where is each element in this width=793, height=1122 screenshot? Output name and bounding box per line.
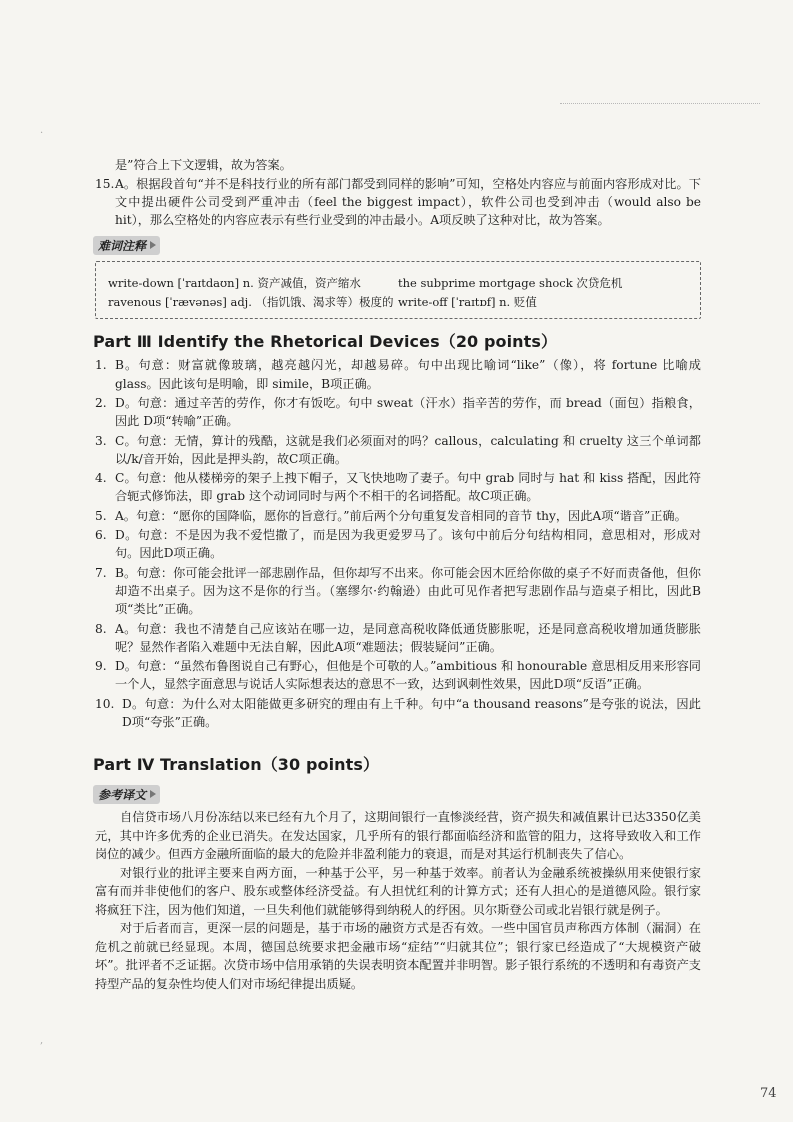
answer-item: [95, 469, 701, 506]
scan-artifact-line: [560, 103, 760, 104]
answer-item: [95, 620, 701, 657]
part4-heading: Part Ⅳ Translation（30 points）: [93, 755, 380, 775]
item-number: 10.: [95, 696, 115, 711]
page-number: 74: [760, 1086, 777, 1101]
vocab-entry: write-off [ˈraɪtɒf] n. 贬值: [398, 295, 537, 310]
item-text: C。句意：无情，算计的残酷，这就是我们必须面对的吗？callous，calculating 和 cruelty 这三个单词都以/k/音开始，因此是押头韵，故C项正确。: [115, 433, 701, 466]
page-content: [95, 156, 701, 993]
answer-item: [95, 432, 701, 469]
item-number: 6.: [95, 528, 107, 543]
vocab-entry: the subprime mortgage shock 次贷危机: [398, 276, 623, 291]
item-text: A。句意：“愿你的国降临，愿你的旨意行。”前后两个分句重复发音相同的音节 thy，因此A项“谐音”正确。: [115, 508, 687, 523]
item-number: 15.: [95, 176, 115, 191]
answer-item: [95, 695, 701, 732]
answer-item: [95, 657, 701, 694]
translation-paragraph: 自信贷市场八月份冻结以来已经有九个月了，这期间银行一直惨淡经营，资产损失和减值累计已达3350亿美元，其中许多优秀的企业已消失。在发达国家，几乎所有的银行都面临经济和监管的阻力，这将导致收入和工作岗位的减少。但西方金融所面临的最大的危险并非盈利能力的衰退，而是对其运行机制丧失了信心。: [95, 810, 701, 862]
continuation-text: 是”符合上下文逻辑，故为答案。: [115, 158, 292, 172]
vocab-tag: 难词注释: [93, 236, 160, 255]
translation-paragraph: 对银行业的批评主要来自两方面，一种基于公平，另一种基于效率。前者认为金融系统被操纵用来使银行家富有而并非使他们的客户、股东或整体经济受益。有人担忧红利的计算方式；还有人担心的是道德风险。银行家将疯狂下注，因为他们知道，一旦失利他们就能够得到纳税人的纾困。贝尔斯登公司或北岩银行就是例子。: [95, 865, 701, 917]
translation-tag: 参考译文: [93, 785, 160, 804]
item-number: 4.: [95, 471, 107, 486]
item-text: D。句意：“虽然布鲁图说自己有野心，但他是个可敬的人。”ambitious 和 honourable 意思相反用来形容同一个人，显然字面意思与说话人实际想表达的意思不一致，达到讽刺性效果，因此D项“反语”正确。: [115, 659, 701, 692]
part3-heading: Part Ⅲ Identify the Rhetorical Devices（20 points）: [93, 332, 558, 352]
item-text: A。根据段首句“并不是科技行业的所有部门都受到同样的影响”可知，空格处内容应与前面内容形成对比。下文中提出硬件公司受到严重冲击（feel the biggest impact），软件公司也受到冲击（would also be hit），那么空格处的内容应表示有些行业受到的冲击最小。A项反映了这种对比，故为答案。: [115, 176, 701, 228]
answer-item: [95, 507, 701, 525]
translation-paragraph: 对于后者而言，更深一层的问题是，基于市场的融资方式是否有效。一些中国官员声称西方体制（漏洞）在危机之前就已经显现。本周，德国总统要求把金融市场“症结”“归就其位”；银行家已经造成了“大规模资产破坏”。批评者不乏证据。次贷市场中信用承销的失误表明资本配置并非明智。影子银行系统的不透明和有毒资产支持型产品的复杂性均使人们对市场纪律提出质疑。: [95, 921, 701, 991]
answer-item: [95, 394, 701, 431]
item-text: D。句意：通过辛苦的劳作，你才有饭吃。句中 sweat（汗水）指辛苦的劳作，而 bread（面包）指粮食，因此 D项“转喻”正确。: [115, 395, 701, 429]
answer-item-15: [95, 175, 701, 230]
item-number: 3.: [95, 433, 107, 448]
item-text: A。句意：我也不清楚自己应该站在哪一边，是同意高税收降低通货膨胀呢，还是同意高税收增加通货膨胀呢？显然作者陷入难题中无法自解，因此A项“难题法；假装疑问”正确。: [115, 621, 701, 654]
vocab-box: [95, 261, 701, 319]
item-number: 1.: [95, 358, 107, 373]
scan-artifact-dot: ,: [40, 1035, 44, 1046]
answer-item: [95, 564, 701, 619]
item-text: D。句意：不是因为我不爱恺撒了，而是因为我更爱罗马了。该句中前后分句结构相同，意思相对，形成对句。因此D项正确。: [115, 528, 701, 561]
answer-item: [95, 526, 701, 563]
answer-item: [95, 356, 701, 393]
item-number: 7.: [95, 565, 107, 580]
item-number: 9.: [95, 659, 107, 674]
item-text: D。句意：为什么对太阳能做更多研究的理由有上千种。句中“a thousand reasons”是夸张的说法，因此 D项“夸张”正确。: [122, 696, 701, 730]
item-text: B。句意：财富就像玻璃，越亮越闪光，却越易碎。句中出现比喻词“like”（像），将 fortune 比喻成 glass。因此该句是明喻，即 simile，B项正确。: [115, 358, 701, 391]
item-text: C。句意：他从楼梯旁的架子上拽下帽子，又飞快地吻了妻子。句中 grab 同时与 hat 和 kiss 搭配，因此符合轭式修饰法，即 grab 这个动词同时与两个不相干的名词搭配。故C项正确。: [115, 471, 701, 504]
item-text: B。句意：你可能会批评一部悲剧作品，但你却写不出来。你可能会因木匠给你做的桌子不好而责备他，但你却造不出桌子。因为这不是你的行当。（塞缪尔·约翰逊）由此可见作者把写悲剧作品与造桌子相比，因此B项“类比”正确。: [115, 565, 701, 617]
vocab-entry: ravenous [ˈrævənəs] adj. （指饥饿、渴求等）极度的: [108, 295, 394, 310]
item-number: 5.: [95, 508, 107, 523]
vocab-entry: write-down [ˈraɪtdaʊn] n. 资产减值，资产缩水: [108, 276, 361, 291]
item-number: 8.: [95, 621, 107, 636]
scan-artifact-dot: ·: [40, 128, 44, 139]
item-number: 2.: [95, 395, 107, 410]
